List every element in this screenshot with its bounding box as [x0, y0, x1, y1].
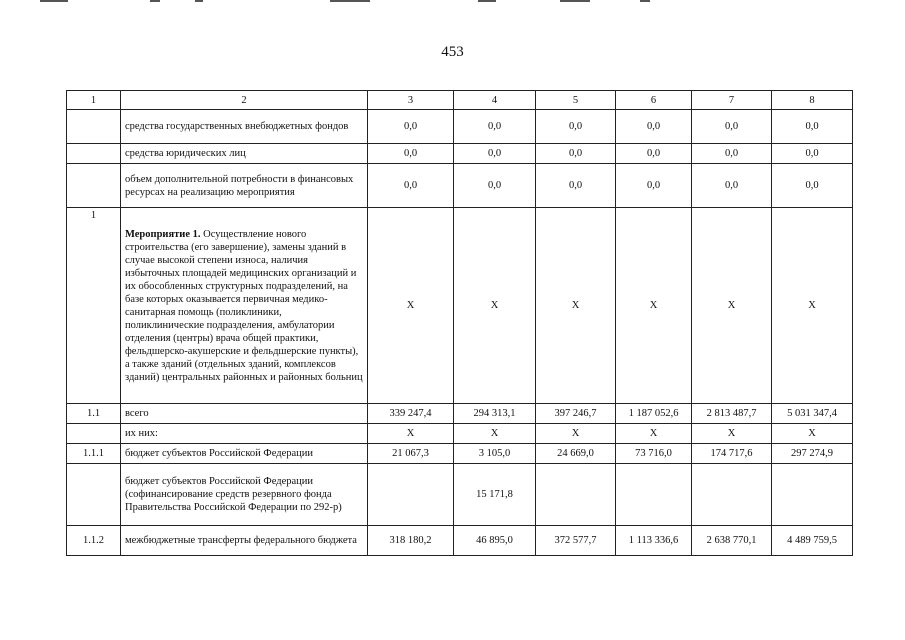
row-description	[121, 164, 368, 208]
description-text: Осуществление нового строительства (его завершение), замены зданий в случае высокой степени износа, наличия избыточных площадей медицинских организаций и их обособленных структурных подразделений, на базе которых оказывается первичная медико-санитарная помощь (поликлиники, поликлинические подразделения, амбулатории отделения (центры) врача общей практики, фельдшерско-акушерские и фельдшерские пункты), а также зданий (отдельных зданий, комплексов зданий) центральных районных и районных больниц	[125, 228, 363, 383]
scan-artifact	[640, 0, 650, 2]
row-number	[67, 424, 121, 444]
value-cell: Х	[536, 208, 616, 404]
description-text: всего	[125, 408, 149, 419]
value-cell: 0,0	[536, 164, 616, 208]
value-cell	[772, 464, 853, 526]
value-cell: 397 246,7	[536, 404, 616, 424]
value-cell: 0,0	[772, 110, 853, 144]
value-cell: 0,0	[454, 144, 536, 164]
scan-artifact	[478, 0, 496, 2]
value-cell: Х	[772, 208, 853, 404]
row-description	[121, 404, 368, 424]
row-number	[67, 144, 121, 164]
value-cell: 294 313,1	[454, 404, 536, 424]
row-description	[121, 208, 368, 404]
value-cell: 0,0	[616, 164, 692, 208]
value-cell: Х	[368, 208, 454, 404]
budget-table	[66, 90, 853, 556]
value-cell: Х	[454, 424, 536, 444]
scan-artifact	[40, 0, 68, 2]
table-row	[67, 444, 853, 464]
column-header: 1	[67, 91, 121, 110]
value-cell: 0,0	[368, 144, 454, 164]
value-cell: 73 716,0	[616, 444, 692, 464]
value-cell: 174 717,6	[692, 444, 772, 464]
value-cell: 0,0	[368, 164, 454, 208]
description-text: объем дополнительной потребности в финансовых ресурсах на реализацию мероприятия	[125, 173, 354, 198]
value-cell: 15 171,8	[454, 464, 536, 526]
value-cell: 318 180,2	[368, 526, 454, 556]
value-cell: 0,0	[772, 144, 853, 164]
row-description	[121, 464, 368, 526]
table-row	[67, 404, 853, 424]
column-header: 7	[692, 91, 772, 110]
scan-artifact	[150, 0, 160, 2]
column-header: 6	[616, 91, 692, 110]
value-cell: 0,0	[616, 144, 692, 164]
value-cell: Х	[454, 208, 536, 404]
value-cell: 0,0	[536, 110, 616, 144]
value-cell: 0,0	[454, 110, 536, 144]
description-text: средства юридических лиц	[125, 148, 246, 159]
value-cell: Х	[692, 208, 772, 404]
scan-artifact	[330, 0, 370, 2]
table-row	[67, 424, 853, 444]
table-row	[67, 164, 853, 208]
description-text: средства государственных внебюджетных фондов	[125, 121, 349, 132]
value-cell: 24 669,0	[536, 444, 616, 464]
scan-artifact	[195, 0, 203, 2]
row-number: 1	[67, 208, 121, 404]
table-row	[67, 464, 853, 526]
value-cell: Х	[536, 424, 616, 444]
value-cell	[536, 464, 616, 526]
description-text: их них:	[125, 428, 158, 439]
column-header: 3	[368, 91, 454, 110]
value-cell: 372 577,7	[536, 526, 616, 556]
value-cell: 0,0	[454, 164, 536, 208]
value-cell: 2 638 770,1	[692, 526, 772, 556]
value-cell	[616, 464, 692, 526]
table-header-row	[67, 91, 853, 110]
row-description	[121, 526, 368, 556]
value-cell	[368, 464, 454, 526]
value-cell: 0,0	[692, 164, 772, 208]
value-cell	[692, 464, 772, 526]
row-description	[121, 110, 368, 144]
row-number: 1.1.1	[67, 444, 121, 464]
table-row	[67, 144, 853, 164]
value-cell: 297 274,9	[772, 444, 853, 464]
column-header: 5	[536, 91, 616, 110]
value-cell: 0,0	[536, 144, 616, 164]
value-cell: Х	[772, 424, 853, 444]
page-number: 453	[441, 44, 464, 60]
row-number: 1.1	[67, 404, 121, 424]
table-row	[67, 526, 853, 556]
value-cell: 1 113 336,6	[616, 526, 692, 556]
table-row	[67, 110, 853, 144]
value-cell: 3 105,0	[454, 444, 536, 464]
value-cell: 46 895,0	[454, 526, 536, 556]
column-header: 4	[454, 91, 536, 110]
scan-artifact	[560, 0, 590, 2]
column-header: 8	[772, 91, 853, 110]
value-cell: 0,0	[692, 110, 772, 144]
value-cell: Х	[616, 208, 692, 404]
measure-title: Мероприятие 1.	[125, 228, 201, 240]
row-description	[121, 144, 368, 164]
value-cell: 1 187 052,6	[616, 404, 692, 424]
value-cell: Х	[616, 424, 692, 444]
value-cell: 0,0	[692, 144, 772, 164]
row-description	[121, 424, 368, 444]
column-header: 2	[121, 91, 368, 110]
value-cell: 2 813 487,7	[692, 404, 772, 424]
description-text: бюджет субъектов Российской Федерации (софинансирование средств резервного фонда Правительства Российской Федерации по 292-р)	[125, 476, 342, 513]
row-description	[121, 444, 368, 464]
value-cell: 4 489 759,5	[772, 526, 853, 556]
table-row	[67, 208, 853, 404]
row-number	[67, 464, 121, 526]
description-text: межбюджетные трансферты федерального бюджета	[125, 535, 357, 546]
value-cell: 0,0	[616, 110, 692, 144]
value-cell: 339 247,4	[368, 404, 454, 424]
value-cell: 5 031 347,4	[772, 404, 853, 424]
value-cell: Х	[368, 424, 454, 444]
row-number: 1.1.2	[67, 526, 121, 556]
description-text: бюджет субъектов Российской Федерации	[125, 448, 313, 459]
value-cell: 0,0	[772, 164, 853, 208]
value-cell: 0,0	[368, 110, 454, 144]
row-number	[67, 164, 121, 208]
value-cell: Х	[692, 424, 772, 444]
value-cell: 21 067,3	[368, 444, 454, 464]
row-number	[67, 110, 121, 144]
